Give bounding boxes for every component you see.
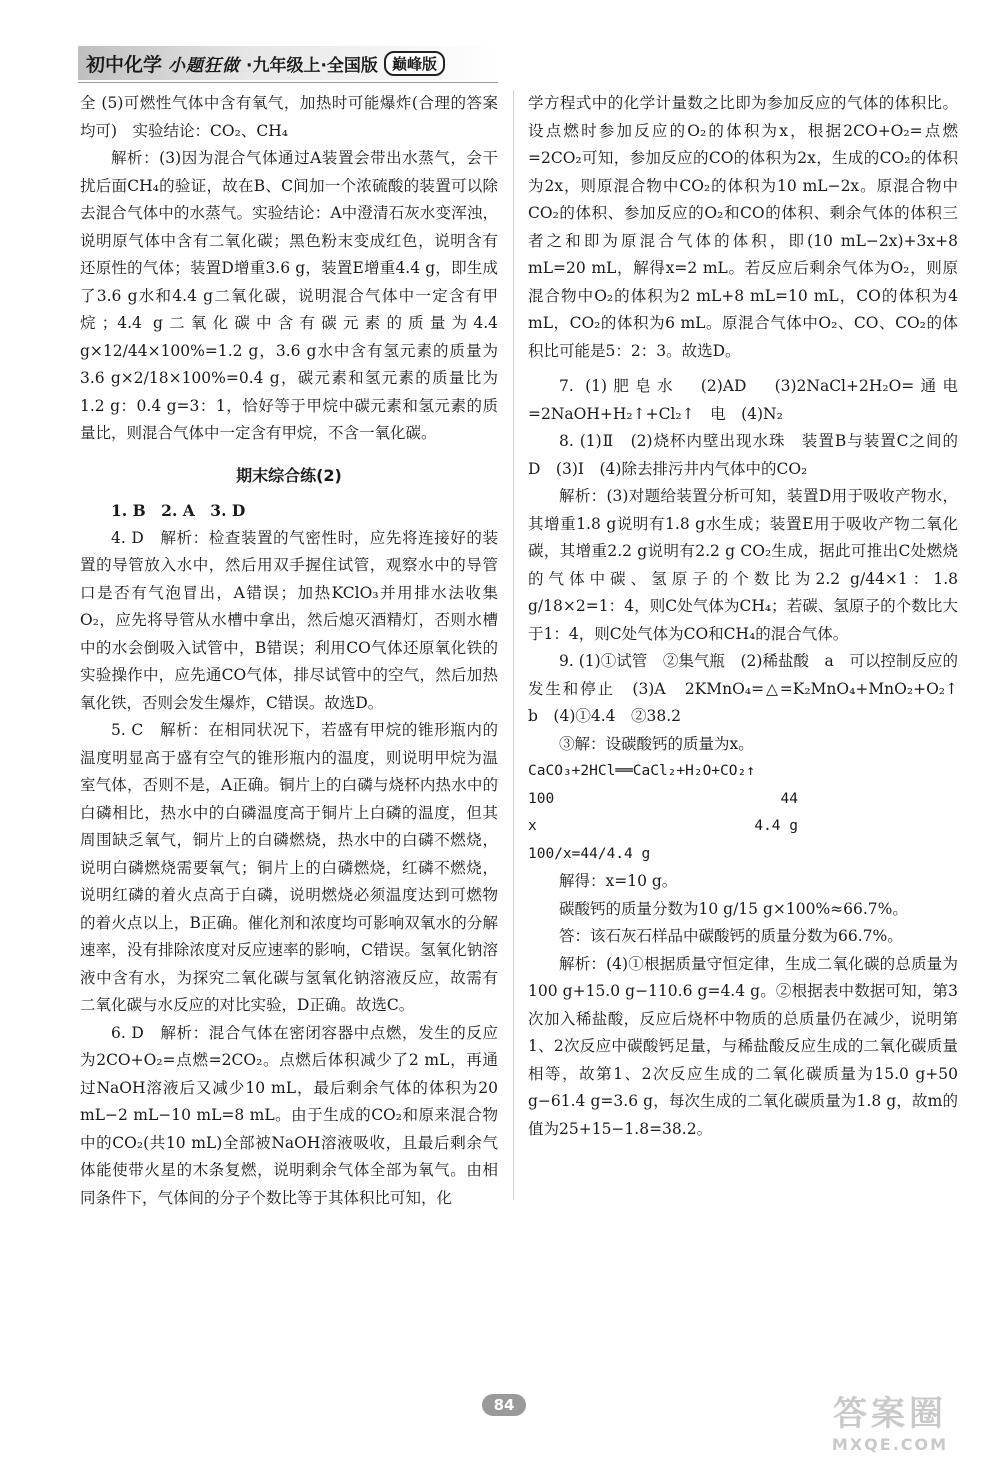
right-column bbox=[528, 90, 974, 1143]
page-number: 84 bbox=[482, 1394, 526, 1416]
solve-result: 解得：x=10 g。 bbox=[559, 872, 678, 890]
mass-caco3: x bbox=[528, 818, 537, 834]
header-brand-logo: 小题狂做 bbox=[168, 55, 241, 76]
mass-co2: 4.4 g bbox=[754, 818, 798, 834]
column-divider bbox=[513, 90, 514, 1200]
proportion: 100/x=44/4.4 g bbox=[528, 845, 651, 862]
final-answer: 答：该石灰石样品中碳酸钙的质量分数为66.7%。 bbox=[559, 927, 903, 945]
header-grade: ·九年级上·全国版 bbox=[246, 55, 378, 76]
molar-mass-caco3: 100 bbox=[528, 790, 555, 807]
page-header bbox=[78, 46, 498, 80]
left-column bbox=[80, 90, 498, 1212]
question-9-explanation: 解析：(4)①根据质量守恒定律，生成二氧化碳的总质量为100 g+15.0 g−110.6 g=4.4 g。②根据表中数据可知，第3次加入稀盐酸，反应后烧杯中物质的总质量仍在减少，说明第1、2次反应中碳酸钙足量，与稀盐酸反应生成的二氧化碳质量相等，故第1、2次反应生成的二氧化碳质量为15.0 g+50 g−61.4 g=3.6 g，每次生成的二氧化碳质量为1.8 g，故m的值为25+15−1.8=38.2。 bbox=[528, 954, 958, 1138]
question-6-continued: 学方程式中的化学计量数之比即为参加反应的气体的体积比。设点燃时参加反应的O₂的体积为x，根据2CO+O₂=点燃=2CO₂可知，参加反应的CO的体积为2x，生成的CO₂的体积为2x，则原混合物中CO₂的体积为10 mL−2x。原混合物中CO₂的体积、参加反应的O₂和CO的体积、剩余气体的体积三者之和即为原混合气体的体积，即(10 mL−2x)+3x+8 mL=20 mL，解得x=2 mL。若反应后剩余气体为O₂，则原混合物中O₂的体积为2 mL+8 mL=10 mL，CO的体积为4 mL，CO₂的体积为6 mL。原混合气体中O₂、CO、CO₂的体积比可能是5：2：3。故选D。 bbox=[528, 94, 958, 360]
section-title: 期末综合练(2) bbox=[236, 465, 342, 485]
watermark-text: 答案圈 bbox=[833, 1394, 947, 1434]
header-subject: 初中化学 bbox=[86, 53, 163, 76]
explanation-paragraph: 解析：(3)因为混合气体通过A装置会带出水蒸气，会干扰后面CH₄的验证，故在B、C间加一个浓硫酸的装置可以除去混合气体中的水蒸气。实验结论：A中澄清石灰水变浑浊，说明原气体中含有二氧化碳；黑色粉末变成红色，说明含有还原性的气体；装置D增重3.6 g，装置E增重4.4 g，即生成了3.6 g水和4.4 g二氧化碳，说明混合气体中一定含有甲烷；4.4 g二氧化碳中含有碳元素的质量为4.4 g×12/44×100%=1.2 g，3.6 g水中含有氢元素的质量为3.6 g×2/18×100%=0.4 g，碳元素和氢元素的质量比为1.2 g：0.4 g=3：1，恰好等于甲烷中碳元素和氢元素的质量比，则混合气体中一定含有甲烷，不含一氧化碳。 bbox=[80, 149, 498, 442]
mass-row bbox=[528, 813, 798, 841]
watermark-logo bbox=[800, 1394, 980, 1464]
question-9-solution-intro: ③解：设碳酸钙的质量为x。 bbox=[559, 734, 754, 753]
chemical-equation: CaCO₃+2HCl══CaCl₂+H₂O+CO₂↑ bbox=[528, 763, 755, 779]
mass-fraction: 碳酸钙的质量分数为10 g/15 g×100%≈66.7%。 bbox=[559, 899, 908, 918]
question-4: 4. D 解析：检查装置的气密性时，应先将连接好的装置的导管放入水中，然后用双手握住试管，观察水中的导管口是否有气泡冒出，A错误；加热KClO₃并用排水法收集O₂，应先将导管从水槽中拿出，然后熄灭酒精灯，否则水槽中的水会倒吸入试管中，B错误；利用CO气体还原氧化铁的实验操作中，应先通CO气体，排尽试管中的空气，然后加热氧化铁，否则会发生爆炸，C错误。故选D。 bbox=[80, 528, 498, 712]
header-rule bbox=[78, 82, 498, 83]
header-edition-badge: 巅峰版 bbox=[384, 51, 445, 76]
question-8: 8. (1)Ⅱ (2)烧杯内壁出现水珠 装置B与装置C之间的 D (3)Ⅰ (4)除去排污井内气体中的CO₂ bbox=[528, 432, 974, 478]
answer-line: 1. B 2. A 3. D bbox=[111, 501, 246, 520]
question-6: 6. D 解析：混合气体在密闭容器中点燃，发生的反应为2CO+O₂=点燃=2CO₂。点燃后体积减少了2 mL，再通过NaOH溶液后又减少10 mL，最后剩余气体的体积为20 mL−2 mL−10 mL=8 mL。由于生成的CO₂和原来混合物中的CO₂(共10 mL)全部被NaOH溶液吸收，且最后剩余气体能使带火星的木条复燃，说明剩余气体全部为氧气。由相同条件下，气体间的分子个数比等于其体积比可知，化 bbox=[80, 1023, 498, 1207]
molar-mass-co2: 44 bbox=[780, 790, 798, 807]
question-5: 5. C 解析：在相同状况下，若盛有甲烷的锥形瓶内的温度明显高于盛有空气的锥形瓶内的温度，则说明甲烷为温室气体，否则不是，A正确。铜片上的白磷与烧杯内热水中的白磷相比，热水中的白磷温度高于铜片上白磷的温度，但其周围缺乏氧气，铜片上的白磷燃烧，热水中的白磷不燃烧，说明白磷燃烧需要氧气；铜片上的白磷燃烧，红磷不燃烧，说明红磷的着火点高于白磷，说明燃烧必须温度达到可燃物的着火点以上，B正确。催化剂和浓度均可影响双氧水的分解速率，没有排除浓度对反应速率的影响，C错误。氢氧化钠溶液中含有水，为探究二氧化碳与氢氧化钠溶液反应，故需有二氧化碳与水反应的对比实验，D正确。故选C。 bbox=[80, 721, 498, 1014]
question-8-explanation: 解析：(3)对题给装置分析可知，装置D用于吸收产物水，其增重1.8 g说明有1.8 g水生成；装置E用于吸收产物二氧化碳，其增重2.2 g说明有2.2 g CO₂生成，据此可推出C处燃烧的气体中碳、氢原子的个数比为2.2 g/44×1：1.8 g/18×2=1：4，则C处气体为CH₄；若碳、氢原子的个数比大于1：4，则C处气体为CO和CH₄的混合气体。 bbox=[528, 487, 958, 643]
answer-paragraph: 全 (5)可燃性气体中含有氧气，加热时可能爆炸(合理的答案均可) 实验结论：CO₂、CH₄ bbox=[80, 94, 498, 140]
molar-mass-row bbox=[528, 786, 798, 814]
question-7: 7. (1)肥皂水 (2)AD (3)2NaCl+2H₂O=通电=2NaOH+H₂↑+Cl₂↑ 电 (4)N₂ bbox=[528, 377, 958, 423]
watermark-url: MXQE.COM bbox=[831, 1435, 949, 1454]
spacer bbox=[528, 365, 958, 373]
question-9: 9. (1)①试管 ②集气瓶 (2)稀盐酸 a 可以控制反应的发生和停止 (3)A 2KMnO₄=△=K₂MnO₄+MnO₂+O₂↑ b (4)①4.4 ②38.2 bbox=[528, 652, 974, 725]
